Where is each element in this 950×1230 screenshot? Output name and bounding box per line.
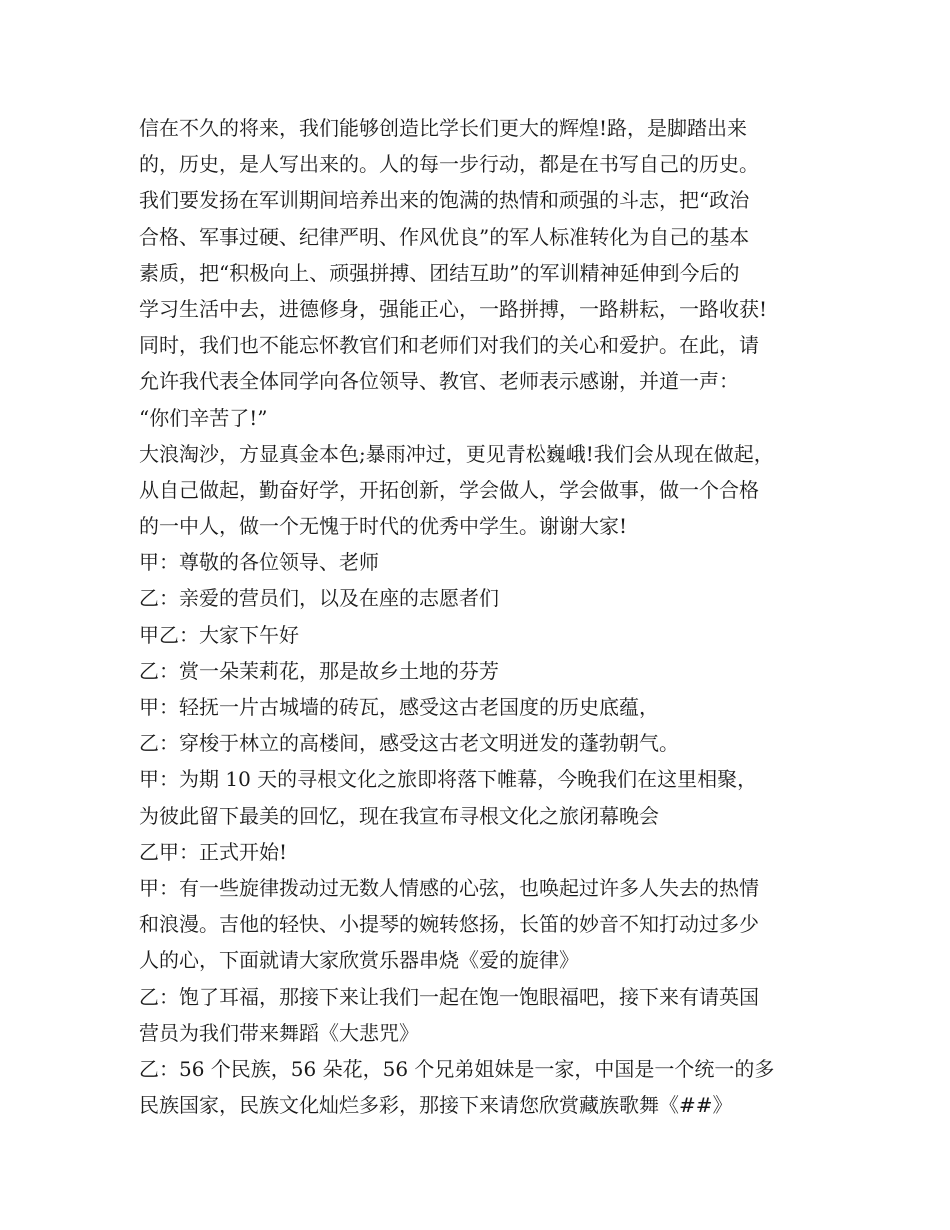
text-line: 的一中人，做一个无愧于时代的优秀中学生。谢谢大家! — [139, 514, 628, 539]
text-line: 同时，我们也不能忘怀教官们和老师们对我们的关心和爱护。在此，请 — [139, 333, 759, 358]
text-line: 甲：有一些旋律拨动过无数人情感的心弦，也唤起过许多人失去的热情 — [139, 875, 759, 900]
text-line: 乙：饱了耳福，那接下来让我们一起在饱一饱眼福吧，接下来有请英国 — [139, 984, 759, 1009]
text-line: 允许我代表全体同学向各位领导、教官、老师表示感谢，并道一声： — [139, 369, 739, 394]
text-line: 素质，把“积极向上、顽强拼搏、团结互助”的军训精神延伸到今后的 — [139, 260, 740, 285]
text-line: 甲：轻抚一片古城墙的砖瓦，感受这古老国度的历史底蕴， — [139, 695, 659, 719]
text-line: 合格、军事过硬、纪律严明、作风优良”的军人标准转化为自己的基本 — [139, 224, 750, 249]
text-line: 为彼此留下最美的回忆，现在我宣布寻根文化之旅闭幕晚会 — [139, 803, 659, 828]
text-line: 从自己做起，勤奋好学，开拓创新，学会做人，学会做事，做一个合格 — [139, 477, 759, 502]
text-line: 信在不久的将来，我们能够创造比学长们更大的辉煌!路，是脚踏出来 — [139, 116, 748, 140]
text-line: 人的心，下面就请大家欣赏乐器串烧《爱的旋律》 — [139, 948, 579, 973]
text-line: 乙：赏一朵茉莉花，那是故乡土地的芬芳 — [139, 658, 499, 683]
text-line: 乙：穿梭于林立的高楼间，感受这古老文明迸发的蓬勃朝气。 — [139, 731, 679, 756]
text-line: 大浪淘沙，方显真金本色;暴雨冲过，更见青松巍峨!我们会从现在做起， — [139, 441, 774, 466]
text-line: “你们辛苦了!” — [139, 405, 268, 430]
document-body — [139, 110, 829, 1123]
text-line: 甲乙：大家下午好 — [139, 622, 299, 647]
text-line: 和浪漫。吉他的轻快、小提琴的婉转悠扬，长笛的妙音不知打动过多少 — [139, 912, 759, 937]
text-line: 甲：为期 10 天的寻根文化之旅即将落下帷幕，今晚我们在这里相聚， — [139, 767, 758, 792]
text-line: 乙：亲爱的营员们，以及在座的志愿者们 — [139, 586, 499, 611]
text-line: 乙甲：正式开始! — [139, 839, 288, 864]
text-line: 营员为我们带来舞蹈《大悲咒》 — [139, 1020, 419, 1045]
text-line: 民族国家，民族文化灿烂多彩，那接下来请您欣赏藏族歌舞《##》 — [139, 1093, 733, 1118]
text-line: 甲：尊敬的各位领导、老师 — [139, 550, 379, 575]
text-line: 的，历史，是人写出来的。人的每一步行动，都是在书写自己的历史。 — [139, 152, 759, 177]
text-line: 学习生活中去，进德修身，强能正心，一路拼搏，一路耕耘，一路收获! — [139, 296, 768, 321]
text-line: 我们要发扬在军训期间培养出来的饱满的热情和顽强的斗志，把“政治 — [139, 188, 750, 213]
text-line: 乙：56 个民族，56 朵花，56 个兄弟姐妹是一家，中国是一个统一的多 — [139, 1056, 775, 1081]
